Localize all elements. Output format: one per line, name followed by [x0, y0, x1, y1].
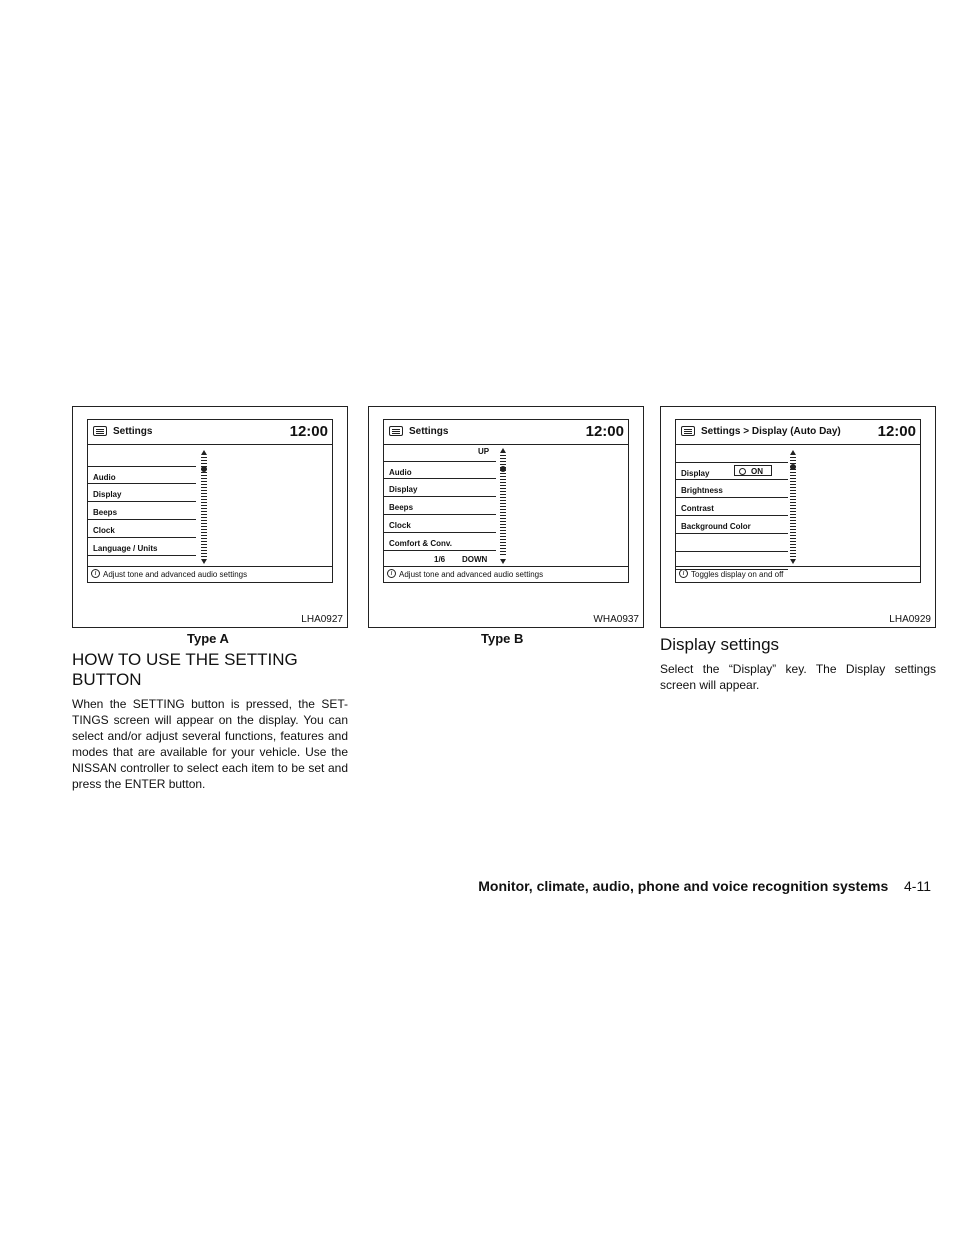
display-settings-menu	[676, 462, 788, 570]
toggle-state: ON	[751, 467, 763, 476]
menu-item-empty	[676, 534, 788, 552]
figure-type-b	[368, 406, 644, 628]
hint-text: Adjust tone and advanced audio settings	[103, 570, 248, 579]
settings-menu	[384, 461, 496, 551]
info-icon: i	[679, 569, 688, 578]
section-body-display-settings: Select the “Display” key. The Display settings screen will appear.	[660, 662, 936, 692]
figure-type-a	[72, 406, 348, 628]
menu-item-clock[interactable]: Clock	[88, 520, 196, 538]
scroll-down-icon	[500, 559, 506, 564]
screen-title: Settings	[113, 426, 153, 437]
scroll-up-icon	[201, 450, 207, 455]
toggle-switch[interactable]	[734, 465, 772, 476]
page-up-label[interactable]: UP	[478, 447, 490, 456]
menu-item-brightness[interactable]: Brightness	[676, 480, 788, 498]
screen-header	[88, 420, 332, 445]
heading-line: BUTTON	[72, 670, 142, 689]
clock-display: 12:00	[289, 423, 328, 440]
figure-display-settings	[660, 406, 936, 628]
screen-header	[384, 420, 628, 445]
figure-code: LHA0927	[301, 614, 343, 625]
scroll-up-icon	[500, 448, 506, 453]
scroll-indicator[interactable]	[201, 450, 209, 564]
chapter-title: Monitor, climate, audio, phone and voice recognition systems	[478, 878, 889, 894]
section-heading-setting-button	[72, 650, 348, 690]
menu-item-beeps[interactable]: Beeps	[88, 502, 196, 520]
menu-item-contrast[interactable]: Contrast	[676, 498, 788, 516]
scroll-thumb[interactable]	[201, 466, 207, 472]
hint-bar	[384, 566, 628, 582]
menu-item-comfort-conv[interactable]: Comfort & Conv.	[384, 533, 496, 551]
settings-menu-icon	[93, 426, 107, 436]
screen-header	[676, 420, 920, 445]
menu-item-audio[interactable]: Audio	[384, 461, 496, 479]
menu-item-background-color[interactable]: Background Color	[676, 516, 788, 534]
menu-item-label: Display	[681, 469, 710, 478]
menu-item-beeps[interactable]: Beeps	[384, 497, 496, 515]
scroll-thumb[interactable]	[790, 464, 796, 470]
clock-display: 12:00	[877, 423, 916, 440]
settings-screen-a	[87, 419, 333, 583]
page-down-label[interactable]: DOWN	[462, 555, 488, 564]
info-icon: i	[387, 569, 396, 578]
screen-title: Settings > Display (Auto Day)	[701, 426, 841, 437]
figure-label-type-b: Type B	[481, 631, 524, 646]
radio-indicator-icon	[739, 468, 746, 475]
page-number: 4-11	[904, 878, 931, 894]
figure-code: LHA0929	[889, 614, 931, 625]
settings-screen-b	[383, 419, 629, 583]
hint-bar	[676, 566, 920, 582]
scroll-down-icon	[790, 559, 796, 564]
display-settings-screen	[675, 419, 921, 583]
heading-line: HOW TO USE THE SETTING	[72, 650, 298, 669]
scroll-track	[201, 457, 207, 557]
settings-menu	[88, 466, 196, 556]
hint-text: Adjust tone and advanced audio settings	[399, 570, 544, 579]
page-indicator: 1/6	[434, 555, 446, 564]
menu-item-clock[interactable]: Clock	[384, 515, 496, 533]
section-heading-display-settings: Display settings	[660, 635, 780, 654]
hint-text: Toggles display on and off	[691, 570, 784, 579]
scroll-thumb[interactable]	[500, 466, 506, 472]
scroll-indicator[interactable]	[790, 450, 798, 564]
screen-title: Settings	[409, 426, 449, 437]
scroll-down-icon	[201, 559, 207, 564]
section-body-setting-button: When the SETTING button is pressed, the SET-TINGS screen will appear on the display. You can select and/or adjust several functions, features and modes that are available for your vehicle. Use the NISSAN controller to select each item to be set and press the ENTER button.	[72, 697, 348, 791]
menu-item-display-toggle[interactable]	[676, 462, 788, 480]
settings-menu-icon	[681, 426, 695, 436]
menu-item-language-units[interactable]: Language / Units	[88, 538, 196, 556]
figure-code: WHA0937	[593, 614, 639, 625]
scroll-track	[790, 457, 796, 557]
figure-label-type-a: Type A	[187, 631, 229, 646]
hint-bar	[88, 566, 332, 582]
menu-item-audio[interactable]: Audio	[88, 466, 196, 484]
menu-item-display[interactable]: Display	[384, 479, 496, 497]
menu-item-display[interactable]: Display	[88, 484, 196, 502]
settings-menu-icon	[389, 426, 403, 436]
clock-display: 12:00	[585, 423, 624, 440]
info-icon: i	[91, 569, 100, 578]
scroll-up-icon	[790, 450, 796, 455]
scroll-indicator[interactable]	[500, 448, 508, 564]
page-footer	[0, 878, 931, 894]
